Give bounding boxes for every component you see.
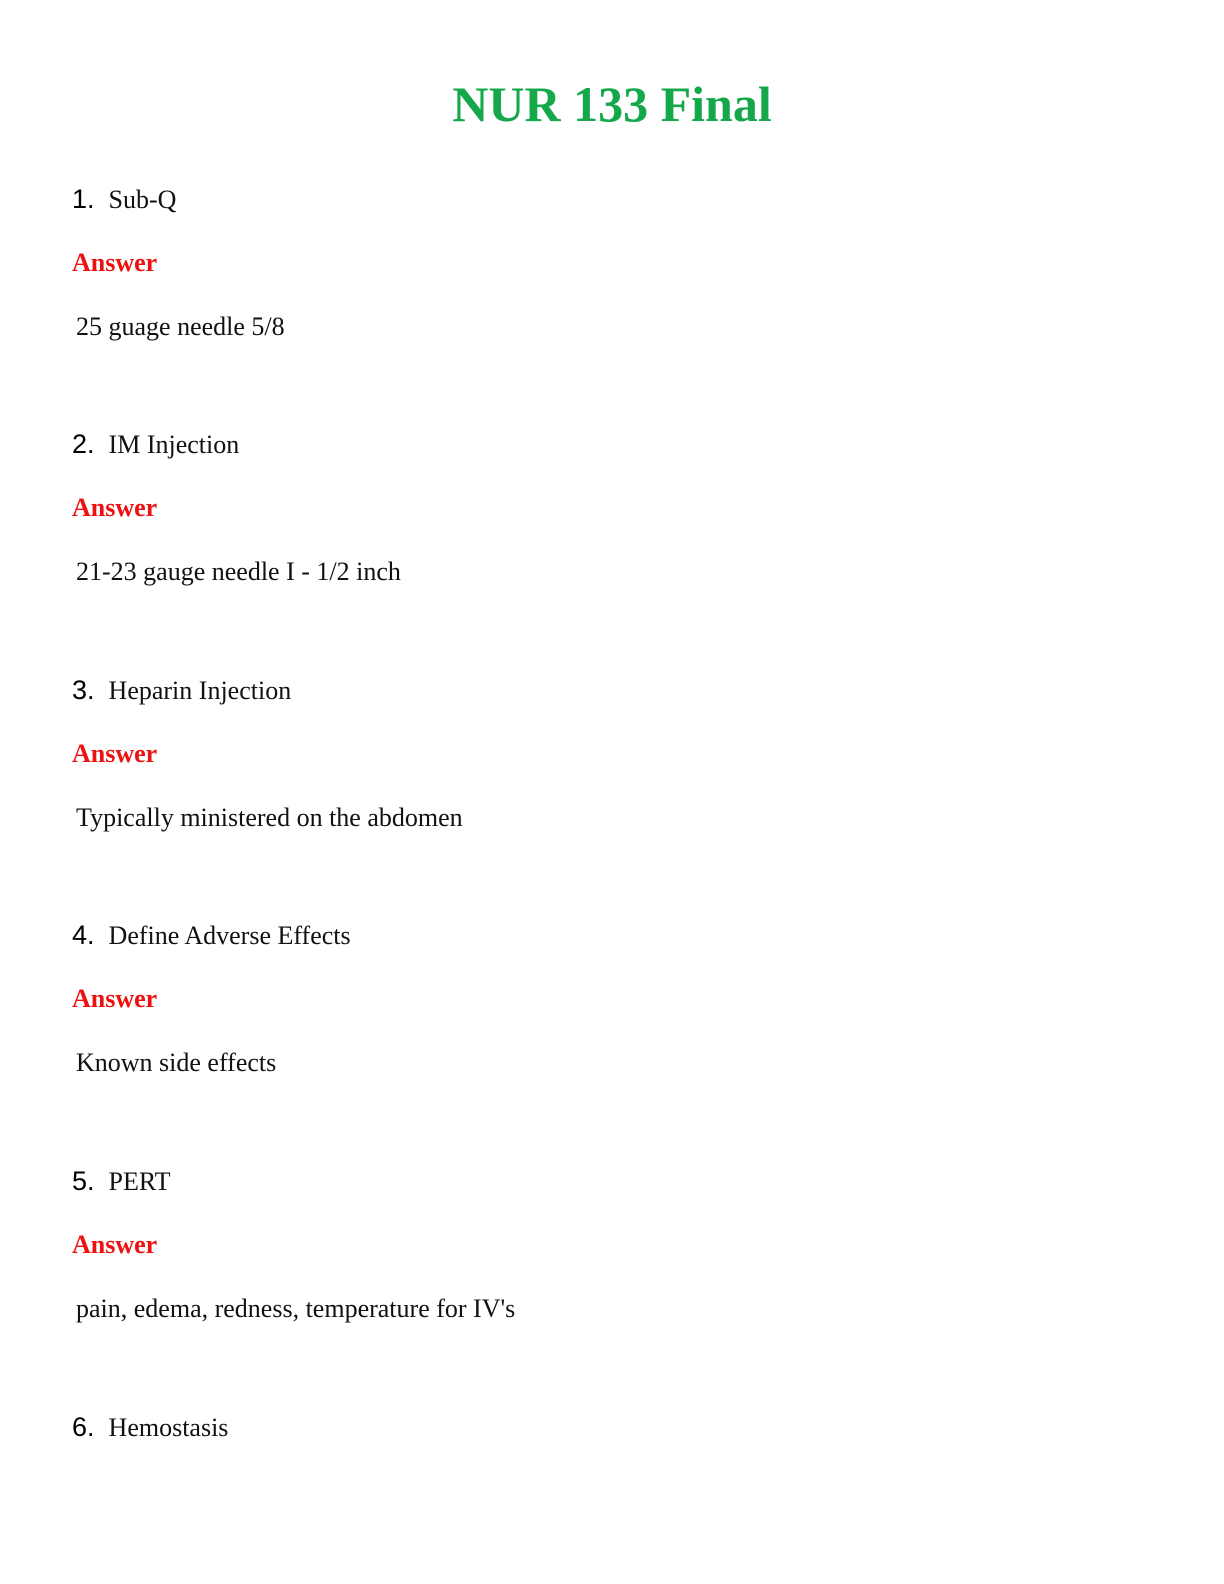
question-text: IM Injection [108, 430, 240, 459]
question-line [72, 429, 1152, 465]
question-number: 4 [72, 920, 88, 950]
question-line [72, 1166, 1152, 1202]
question-item-2 [72, 429, 1152, 591]
question-item-6 [72, 1412, 1152, 1448]
answer-text: Typically ministered on the abdomen [76, 803, 463, 832]
question-number: 6 [72, 1412, 88, 1442]
question-number-dot: . [87, 675, 95, 705]
question-number-dot: . [87, 920, 95, 950]
answer-label: Answer [72, 984, 158, 1013]
question-text: Define Adverse Effects [108, 921, 351, 950]
question-item-1 [72, 184, 1152, 346]
question-line [72, 675, 1152, 711]
question-line [72, 184, 1152, 220]
answer-label: Answer [72, 739, 158, 768]
question-number-dot: . [87, 429, 95, 459]
question-text: Sub-Q [108, 185, 177, 214]
question-text: Hemostasis [108, 1413, 229, 1442]
answer-text: 21-23 gauge needle I - 1/2 inch [76, 557, 401, 586]
question-item-3 [72, 675, 1152, 837]
question-line [72, 1412, 1152, 1448]
question-line [72, 920, 1152, 956]
question-item-5 [72, 1166, 1152, 1328]
answer-label: Answer [72, 1230, 158, 1259]
answer-label: Answer [72, 248, 158, 277]
question-item-4 [72, 920, 1152, 1082]
question-number: 2 [72, 429, 88, 459]
question-number-dot: . [87, 1166, 95, 1196]
question-number: 5 [72, 1166, 88, 1196]
question-number-dot: . [87, 184, 95, 214]
answer-text: 25 guage needle 5/8 [76, 312, 285, 341]
question-number: 1 [72, 184, 88, 214]
question-text: PERT [108, 1167, 171, 1196]
answer-text: Known side effects [76, 1048, 277, 1077]
page-title: NUR 133 Final [452, 76, 772, 132]
answer-text: pain, edema, redness, temperature for IV's [76, 1294, 516, 1323]
question-number-dot: . [87, 1412, 95, 1442]
answer-label: Answer [72, 493, 158, 522]
question-number: 3 [72, 675, 88, 705]
question-text: Heparin Injection [108, 676, 292, 705]
